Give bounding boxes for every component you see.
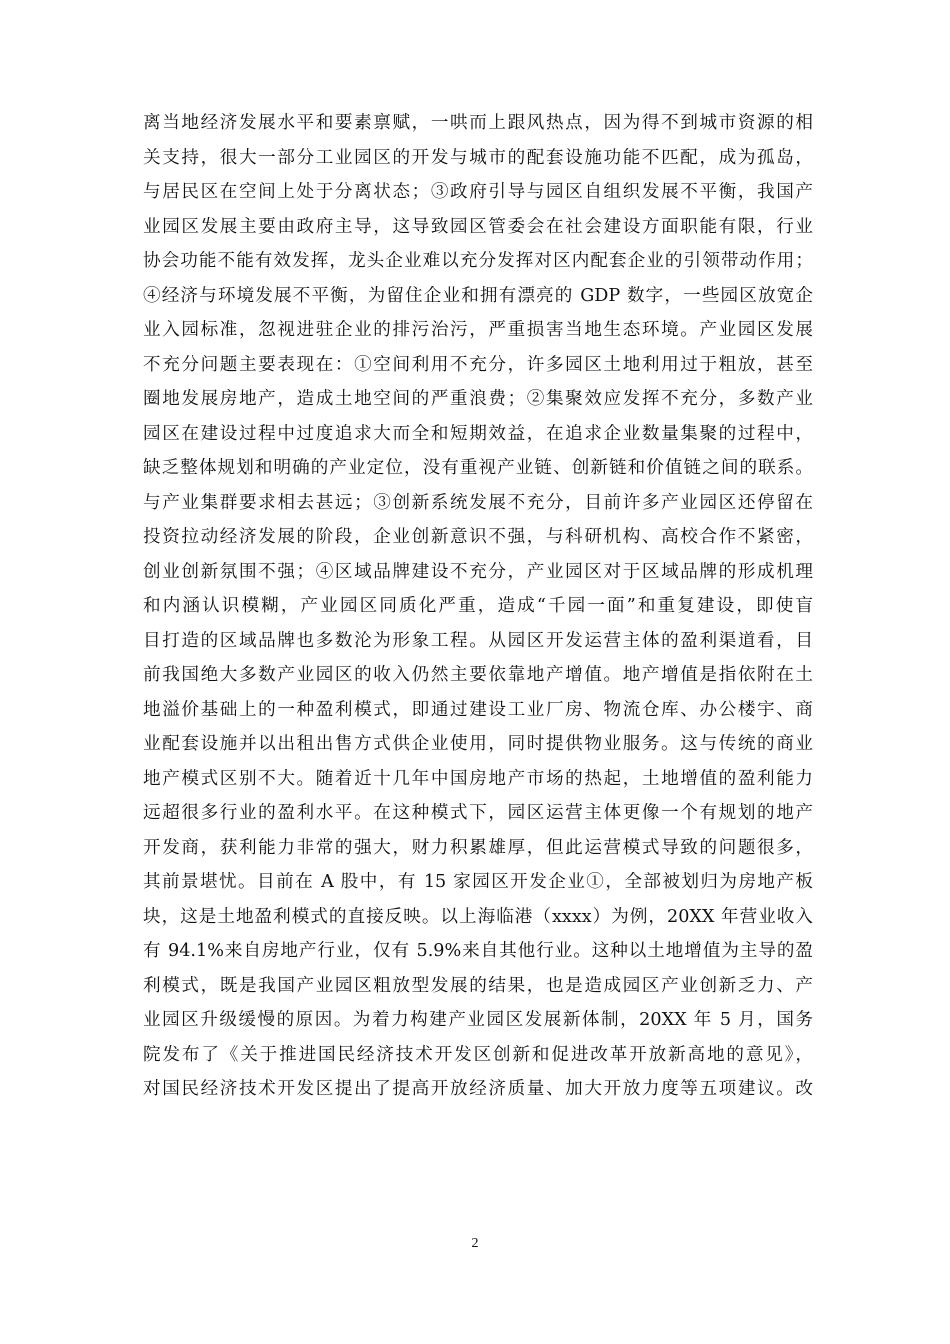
text-line: 与产业集群要求相去甚远；③创新系统发展不充分，目前许多产业园区还停留在 [143, 492, 813, 513]
text-line: 利模式，既是我国产业园区粗放型发展的结果，也是造成园区产业创新乏力、产 [143, 975, 813, 996]
text-line: 与居民区在空间上处于分离状态；③政府引导与园区自组织发展不平衡，我国产 [143, 182, 813, 202]
text-line: 关支持，很大一部分工业园区的开发与城市的配套设施功能不匹配，成为孤岛， [143, 147, 813, 168]
text-line: 协会功能不能有效发挥，龙头企业难以充分发挥对区内配套企业的引领带动作用； [143, 251, 813, 271]
text-line: 业配套设施并以出租出售方式供企业使用，同时提供物业服务。这与传统的商业 [143, 734, 813, 754]
text-line: ④经济与环境发展不平衡，为留住企业和拥有漂亮的 GDP 数字，一些园区放宽企 [143, 285, 813, 306]
text-line: 业入园标准，忽视进驻企业的排污治污，严重损害当地生态环境。产业园区发展 [143, 320, 813, 340]
text-line: 目打造的区域品牌也多数沦为形象工程。从园区开发运营主体的盈利渠道看，目 [143, 630, 813, 651]
text-line: 前我国绝大多数产业园区的收入仍然主要依靠地产增值。地产增值是指依附在土 [143, 665, 813, 685]
text-line: 和内涵认识模糊，产业园区同质化严重，造成“千园一面”和重复建设，即使盲 [143, 596, 813, 616]
body-paragraph [143, 106, 813, 1107]
text-line: 不充分问题主要表现在：①空间利用不充分，许多园区土地利用过于粗放，甚至 [143, 354, 813, 375]
text-line: 圈地发展房地产，造成土地空间的严重浪费；②集聚效应发挥不充分，多数产业 [143, 389, 813, 409]
text-line: 园区在建设过程中过度追求大而全和短期效益，在追求企业数量集聚的过程中， [143, 423, 813, 444]
text-line: 业园区升级缓慢的原因。为着力构建产业园区发展新体制，20XX 年 5 月，国务 [143, 1010, 813, 1030]
page-number: 2 [471, 1236, 479, 1251]
text-line: 有 94.1%来自房地产行业，仅有 5.9%来自其他行业。这种以土地增值为主导的盈 [143, 941, 813, 961]
text-line: 地产模式区别不大。随着近十几年中国房地产市场的热起，土地增值的盈利能力 [143, 768, 813, 789]
text-line: 地溢价基础上的一种盈利模式，即通过建设工业厂房、物流仓库、办公楼宇、商 [143, 699, 813, 720]
text-line: 块，这是土地盈利模式的直接反映。以上海临港（xxxx）为例，20XX 年营业收入 [143, 906, 813, 927]
text-line: 缺乏整体规划和明确的产业定位，没有重视产业链、创新链和价值链之间的联系。 [143, 458, 813, 478]
text-line: 离当地经济发展水平和要素禀赋，一哄而上跟风热点，因为得不到城市资源的相 [143, 113, 813, 133]
text-line: 院发布了《关于推进国民经济技术开发区创新和促进改革开放新高地的意见》， [143, 1044, 813, 1065]
text-line: 开发商，获利能力非常的强大，财力积累雄厚，但此运营模式导致的问题很多， [143, 837, 813, 858]
text-line: 创业创新氛围不强；④区域品牌建设不充分，产业园区对于区域品牌的形成机理 [143, 561, 813, 582]
text-line: 投资拉动经济发展的阶段，企业创新意识不强，与科研机构、高校合作不紧密， [143, 527, 813, 547]
text-line: 业园区发展主要由政府主导，这导致园区管委会在社会建设方面职能有限，行业 [143, 216, 813, 237]
text-line: 对国民经济技术开发区提出了提高开放经济质量、加大开放力度等五项建议。改 [143, 1079, 813, 1099]
text-line: 其前景堪忧。目前在 A 股中，有 15 家园区开发企业①，全部被划归为房地产板 [143, 872, 813, 892]
text-line: 远超很多行业的盈利水平。在这种模式下，园区运营主体更像一个有规划的地产 [143, 803, 813, 823]
